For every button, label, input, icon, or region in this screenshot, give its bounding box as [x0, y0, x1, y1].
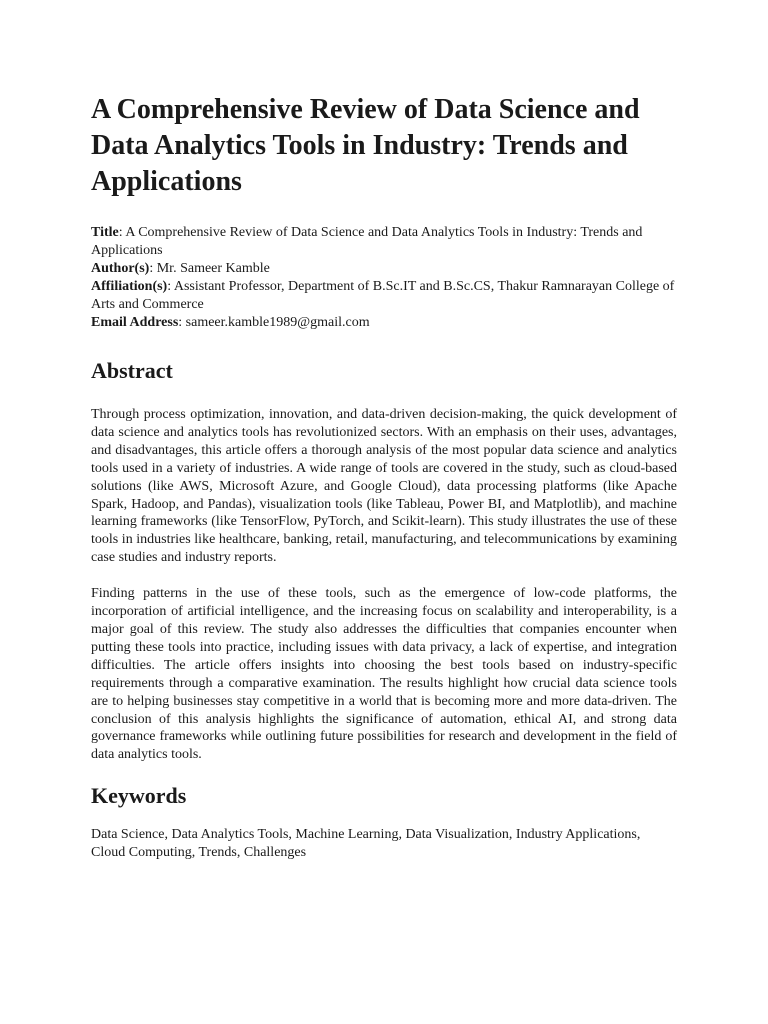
meta-email-value: : sameer.kamble1989@gmail.com	[178, 315, 370, 330]
meta-authors-value: : Mr. Sameer Kamble	[149, 261, 270, 276]
meta-affiliation-label: Affiliation(s)	[91, 279, 168, 294]
paper-title: A Comprehensive Review of Data Science and Data Analytics Tools in Industry: Trends and Applications	[91, 94, 640, 197]
meta-title-line	[91, 224, 677, 260]
meta-affiliation-value: : Assistant Professor, Department of B.Sc.IT and B.Sc.CS, Thakur Ramnarayan College of Arts and Commerce	[91, 279, 675, 312]
abstract-heading: Abstract	[91, 358, 173, 383]
meta-authors-line	[91, 260, 677, 278]
abstract-paragraph: Through process optimization, innovation, and data-driven decision-making, the quick development of data science and analytics tools has revolutionized sectors. With an emphasis on their uses, advantages, and disadvantages, this article offers a thorough analysis of the most popular data science and analytics tools used in a variety of industries. A wide range of tools are covered in the study, such as cloud-based solutions (like AWS, Microsoft Azure, and Google Cloud), data processing platforms (like Apache Spark, Hadoop, and Pandas), visualization tools (like Tableau, Power BI, and Matplotlib), and machine learning frameworks (like TensorFlow, PyTorch, and Scikit-learn). This study illustrates the use of these tools in industries like healthcare, banking, retail, manufacturing, and telecommunications by examining case studies and industry reports.	[91, 407, 677, 566]
meta-title-label: Title	[91, 225, 119, 240]
paper-page	[91, 92, 677, 876]
abstract-paragraph: Finding patterns in the use of these tools, such as the emergence of low-code platforms, the incorporation of artificial intelligence, and the increasing focus on scalability and interoperability, is a major goal of this review. The study also addresses the difficulties that companies encounter when putting these tools into practice, including issues with data privacy, a lack of expertise, and integration difficulties. The article offers insights into choosing the best tools based on industry-specific requirements through a comparative examination. The results highlight how crucial data science tools are to helping businesses stay competitive in a world that is becoming more and more data-driven. The conclusion of this analysis highlights the significance of automation, ethical AI, and strong data governance frameworks while outlining future possibilities for research and development in the field of data analytics tools.	[91, 586, 677, 763]
meta-title-value: : A Comprehensive Review of Data Science and Data Analytics Tools in Industry: Trends and Applications	[91, 225, 643, 258]
paper-metadata	[91, 224, 677, 332]
meta-email-line	[91, 314, 677, 332]
keywords-list: Data Science, Data Analytics Tools, Machine Learning, Data Visualization, Industry Applications, Cloud Computing, Trends, Challenges	[91, 827, 641, 861]
meta-email-label: Email Address	[91, 315, 179, 330]
meta-authors-label: Author(s)	[91, 261, 150, 276]
meta-affiliation-line	[91, 278, 677, 314]
keywords-heading: Keywords	[91, 783, 187, 809]
